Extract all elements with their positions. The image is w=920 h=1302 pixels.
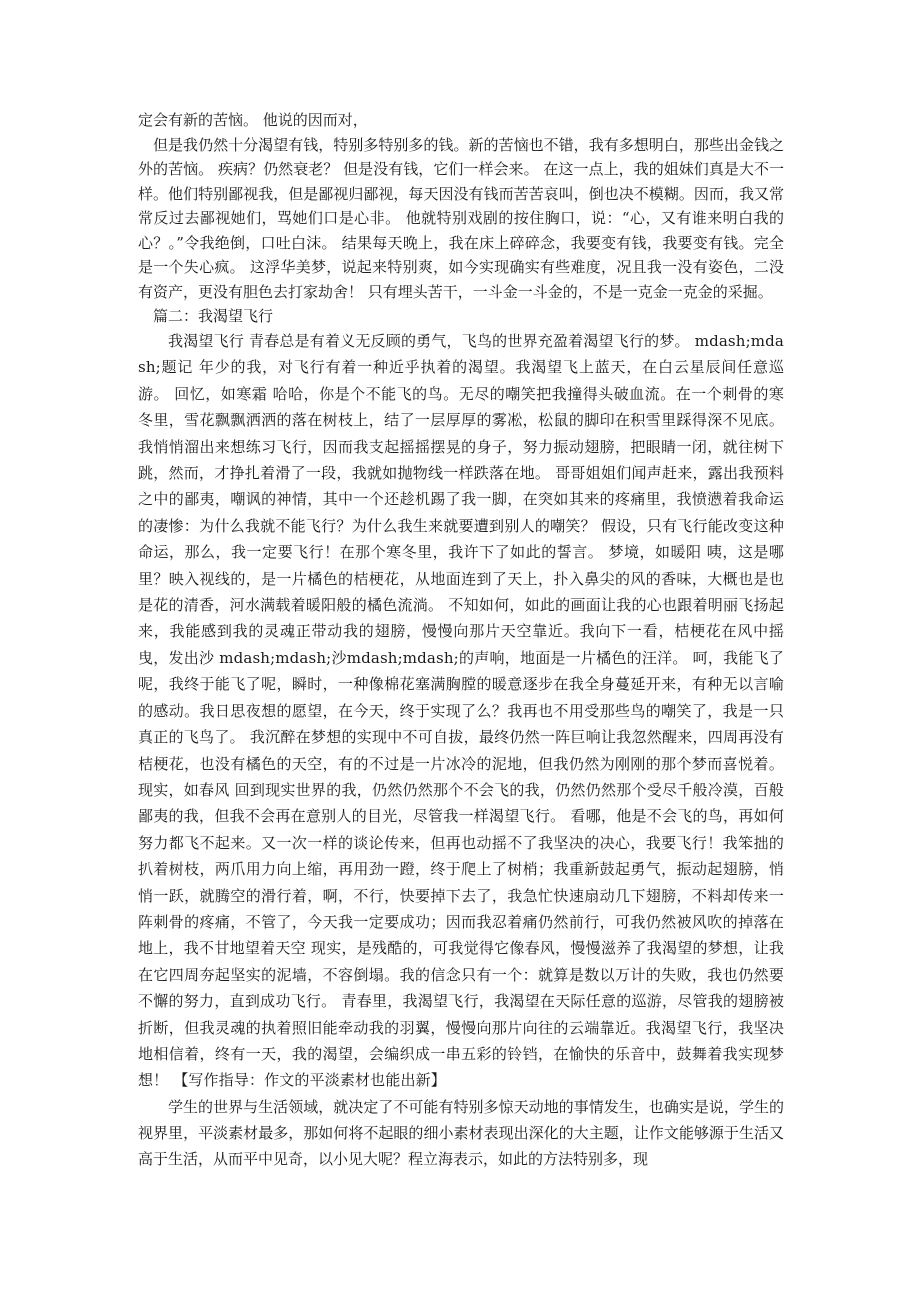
paragraph-money-worries: 但是我仍然十分渴望有钱，特别多特别多的钱。新的苦恼也不错，我有多想明白，那些出金钱之外的苦恼。 疾病？仍然衰老？ 但是没有钱，它们一样会来。 在这一点上，我的姐妹们真是大不一样。他们特别鄙视我，但是鄙视归鄙视，每天因没有钱而苦苦哀叫，倒也决不模糊。因而，我又常常反过去鄙视她们，骂她们口是心非。 他就特别戏剧的按住胸口，说：“心，又有谁来明白我的心？。”令我绝倒，口吐白沫。 结果每天晚上，我在床上碎碎念，我要变有钱，我要变有钱。完全是一个失心疯。 这浮华美梦，说起来特别爽，如今实现确实有些难度，况且我一没有姿色，二没有资产，更没有胆色去打家劫舍！ 只有埋头苦干，一斗金一斗金的，不是一克金一克金的采掘。	[138, 135, 784, 301]
section-heading: 篇二：我渴望飞行	[153, 307, 274, 325]
paragraph-writing-guide: 学生的世界与生活领域，就决定了不可能有特别多惊天动地的事情发生，也确实是说，学生的视界里，平淡素材最多，那如何将不起眼的细小素材表现出深化的大主题，让作文能够源于生活又高于生活，从而平中见奇，以小见大呢？程立海表示，如此的方法特别多，现	[138, 1097, 784, 1168]
paragraph-flight-essay: 我渴望飞行 青春总是有着义无反顾的勇气，飞鸟的世界充盈着渴望飞行的梦。 mdash;mdash;题记 年少的我，对飞行有着一种近乎执着的渴望。我渴望飞上蓝天，在白云星辰间任意巡游。 回忆，如寒霜 哈哈，你是个不能飞的鸟。无尽的嘲笑把我撞得头破血流。在一个刺骨的寒冬里，雪花飘飘洒洒的落在树枝上，结了一层厚厚的雾凇，松鼠的脚印在积雪里踩得深不见底。我悄悄溜出来想练习飞行，因而我支起摇摇摆晃的身子，努力振动翅膀，把眼睛一闭，就往树下跳，然而，才挣扎着滑了一段，我就如抛物线一样跌落在地。 哥哥姐姐们闻声赶来，露出我预料之中的鄙夷，嘲讽的神情，其中一个还趁机踢了我一脚，在突如其来的疼痛里，我愤懑着我命运的凄惨：为什么我就不能飞行？为什么我生来就要遭到别人的嘲笑？ 假设，只有飞行能改变这种命运，那么，我一定要飞行！在那个寒冬里，我许下了如此的誓言。 梦境，如暖阳 咦，这是哪里？映入视线的，是一片橘色的桔梗花，从地面连到了天上，扑入鼻尖的风的香味，大概也是也是花的清香，河水满载着暖阳般的橘色流淌。 不知如何，如此的画面让我的心也跟着明丽飞扬起来，我能感到我的灵魂正带动我的翅膀，慢慢向那片天空靠近。我向下一看，桔梗花在风中摇曳，发出沙 mdash;mdash;沙mdash;mdash;的声响，地面是一片橘色的汪洋。 呵，我能飞了呢，我终于能飞了呢，瞬时，一种像棉花塞满胸膛的暖意逐步在我全身蔓延开来，有种无以言喻的感动。我日思夜想的愿望，在今天，终于实现了么？我再也不用受那些鸟的嘲笑了，我是一只真正的飞鸟了。 我沉醉在梦想的实现中不可自拔，最终仍然一阵巨响让我忽然醒来，四周再没有桔梗花，也没有橘色的天空，有的不过是一片冰冷的泥地，但我仍然为刚刚的那个梦而喜悦着。 现实，如春风 回到现实世界的我，仍然仍然那个不会飞的我，仍然仍然那个受尽千般冷漠，百般鄙夷的我，但我不会再在意别人的目光，尽管我一样渴望飞行。 看哪，他是不会飞的鸟，再如何努力都飞不起来。又一次一样的谈论传来，但再也动摇不了我坚决的决心，我要飞行！我笨拙的扒着树枝，两爪用力向上缩，再用劲一蹬，终于爬上了树梢；我重新鼓起勇气，振动起翅膀，悄悄一跃，就腾空的滑行着，啊，不行，快要掉下去了，我急忙快速扇动几下翅膀，不料却传来一阵刺骨的疼痛，不管了，今天我一定要成功；因而我忍着痛仍然前行，可我仍然被风吹的掉落在地上，我不甘地望着天空 现实，是残酷的，可我觉得它像春风，慢慢滋养了我渴望的梦想，让我在它四周夯起坚实的泥墙，不容倒塌。我的信念只有一个：就算是数以万计的失败，我也仍然要不懈的努力，直到成功飞行。 青春里，我渴望飞行，我渴望在天际任意的巡游，尽管我的翅膀被折断，但我灵魂的执着照旧能牵动我的羽翼，慢慢向那片向往的云端靠近。我渴望飞行，我坚决地相信着，终有一天，我的渴望，会编织成一串五彩的铃铛，在愉快的乐音中，鼓舞着我实现梦想！ 【写作指导：作文的平淡素材也能出新】	[138, 332, 784, 1090]
document-body	[138, 108, 784, 1172]
paragraph-continuation: 定会有新的苦恼。 他说的因而对，	[138, 111, 368, 129]
